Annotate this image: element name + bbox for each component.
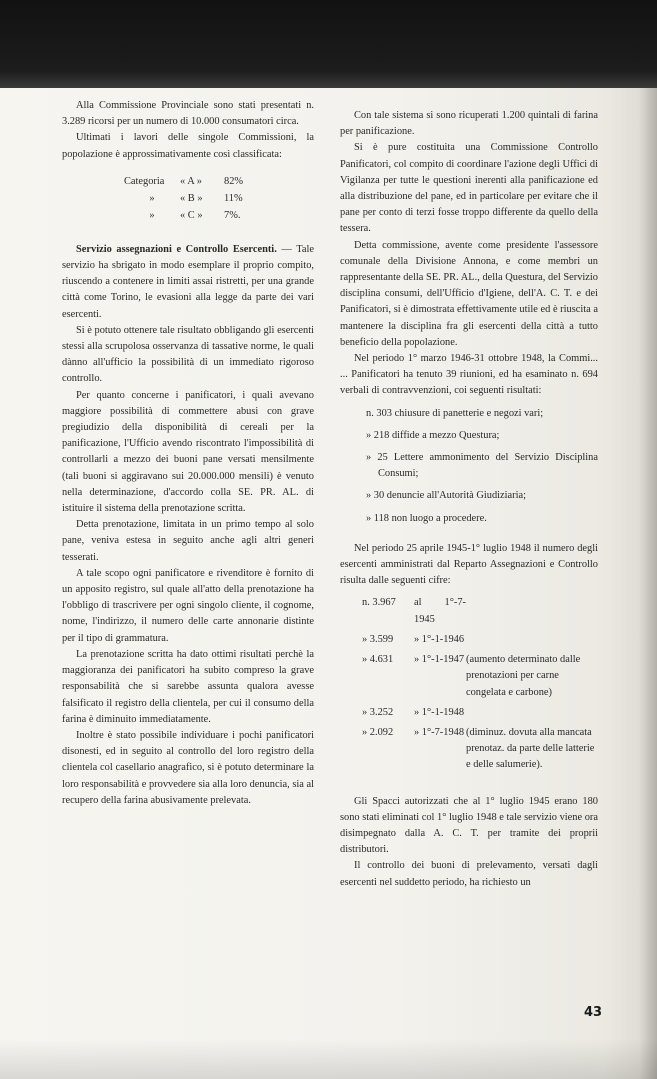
paragraph: Detta prenotazione, limitata in un primo tempo al solo pane, veniva estesa in seguito anche agli altri generi tesserati. — [62, 519, 314, 563]
figure-count: n. 3.967 — [362, 597, 396, 609]
figure-count: » 3.252 — [362, 706, 394, 718]
category-percent: 82% — [224, 175, 244, 187]
paragraph: Il controllo dei buoni di prelevamento, versati dagli esercenti nel suddetto periodo, ha richiesto un — [340, 860, 598, 888]
figure-row — [362, 705, 598, 721]
paragraph: Alla Commissione Provinciale sono stati presentati n. 3.289 ricorsi per un numero di 10.000 consumatori circa. — [62, 100, 314, 128]
list-item: » 30 denuncie all'Autorità Giudiziaria; — [366, 490, 526, 502]
page-number: 43 — [584, 1005, 603, 1020]
figure-note — [466, 705, 598, 721]
figure-note — [466, 595, 598, 627]
figure-note: (aumento determinato dalle prenotazioni per carne congelata e carbone) — [466, 654, 581, 698]
list-item: » 218 diffide a mezzo Questura; — [366, 429, 500, 441]
paragraph: Nel periodo 1° marzo 1946-31 ottobre 1948, la Commi... ... Panificatori ha tenuto 39 riunioni, ed ha esaminato n. 694 verbali di contravvenzioni, coi seguenti risultati: — [340, 353, 598, 397]
figure-row — [362, 632, 598, 648]
category-class: « B » — [180, 192, 203, 204]
figure-row — [362, 652, 598, 701]
category-row — [124, 190, 314, 207]
category-class: « C » — [180, 209, 203, 221]
figure-count: » 2.092 — [362, 726, 394, 738]
category-percent: 11% — [224, 192, 243, 204]
figure-note — [466, 632, 598, 648]
figure-date: » 1°-7-1948 — [414, 726, 465, 738]
category-row — [124, 207, 314, 224]
paragraph: Ultimati i lavori delle singole Commissioni, la popolazione è approssimativamente così classificata: — [62, 132, 314, 160]
figure-count: » 3.599 — [362, 633, 394, 645]
list-item: » 118 non luogo a procedere. — [366, 512, 487, 524]
category-row — [124, 173, 314, 190]
figure-row — [362, 725, 598, 774]
paragraph: Nel periodo 25 aprile 1945-1° luglio 1948 il numero degli esercenti amministrati dal Reparto Assegnazioni e Controllo risulta dalle seguenti cifre: — [340, 542, 598, 587]
section-paragraph — [62, 242, 314, 323]
category-percent: 7%. — [224, 209, 241, 221]
paragraph: Per quanto concerne i panificatori, i quali avevano maggiore possibilità di commettere abusi con grave pregiudizio della disponibilità di cereali per la panificazione, l'Ufficio avendo riscontrato l'impossibilità di controllarli a mezzo dei buoni pane versati mensilmente (tali buoni si aggiravano sui 20.000.000 mensili) è venuto nella determinazione, d'accordo colla SE. PR. AL. di istituire il sistema della prenotazione scritta. — [62, 389, 314, 515]
figure-date: » 1°-1-1948 — [414, 706, 465, 718]
scan-top-border — [0, 0, 657, 88]
category-class: « A » — [180, 175, 202, 187]
figure-row — [362, 595, 598, 627]
section-text: — Tale servizio ha sbrigato in modo esemplare il proprio compito, riuscendo a contenere in limiti assai ristretti, per una grande città come Torino, le evasioni alla legge da parte dei vari esercenti. — [62, 243, 314, 320]
figure-count: » 4.631 — [362, 654, 394, 666]
section-heading: Servizio assegnazioni e Controllo Esercenti. — [76, 243, 277, 255]
figure-date: » 1°-1-1947 — [414, 654, 465, 666]
paragraph: La prenotazione scritta ha dato ottimi risultati perchè la maggioranza dei panificatori ha subito compreso la grave responsabilità che si sarebbe assunta qualora avesse falsificato il registro della clientela, per cui il consumo della farina è diminuito immediatamente. — [62, 648, 314, 725]
category-label: » — [149, 209, 155, 221]
paragraph: Gli Spacci autorizzati che al 1° luglio 1945 erano 180 sono stati eliminati col 1° luglio 1948 e tale servizio viene ora disimpegnato dalla A. C. T. per tramite dei proprii distributori. — [340, 795, 598, 856]
paragraph: Si è potuto ottenere tale risultato obbligando gli esercenti stessi alla scrupolosa osservanza di tassative norme, le quali dànno all'ufficio la possibilità di un immediato rigoroso controllo. — [62, 324, 314, 385]
results-list — [366, 406, 598, 527]
figure-date: al 1°-7-1945 — [414, 597, 466, 625]
paragraph: Inoltre è stato possibile individuare i pochi panificatori disonesti, ed in seguito al controllo del loro registro della clientela col casellario anagrafico, si è potuto determinare la loro responsabilità e provvedere sia alla loro denuncia, sia al recupero della farina abusivamente prelevata. — [62, 729, 314, 806]
category-label: Categoria — [124, 175, 165, 187]
paragraph: Detta commissione, avente come presidente l'assessore comunale della Divisione Annona, e come membri un rappresentante della SE. PR. AL., della Questura, del Servizio disciplina consumi, dell'Ufficio d'Igiene, dell'A. C. T. e dei Panificatori, si è dimostrata effettivamente utile ed è riuscita a mantenere la disciplina fra gli esercenti della città a tutto beneficio della popolazione. — [340, 239, 598, 348]
category-label: » — [149, 192, 155, 204]
left-column — [62, 98, 314, 809]
category-table — [124, 173, 314, 224]
figures-list — [362, 595, 598, 773]
page-edge-shadow — [639, 88, 657, 1079]
figure-note: (diminuz. dovuta alla mancata prenotaz. da parte delle latterie e delle salumerie). — [466, 726, 595, 771]
paragraph: A tale scopo ogni panificatore e rivenditore è fornito di un apposito registro, sul quale all'atto della prenotazione ha l'obbligo di trascrivere per ogni singolo cliente, il cognome, nome, l'indirizzo, il numero delle carte annonarie distinte per il tipo di grammatura. — [62, 567, 314, 644]
list-item: » 25 Lettere ammonimento del Servizio Disciplina Consumi; — [366, 452, 598, 480]
paragraph: Si è pure costituita una Commissione Controllo Panificatori, col compito di coordinare l'azione degli Uffici di Vigilanza per tutte le questioni inerenti alla panificazione ed alla distribuzione del pane, ed in particolare per evitare che il pane per conto di terzi fosse troppo differente da quello della tessera. — [340, 142, 598, 235]
figure-date: » 1°-1-1946 — [414, 633, 465, 645]
list-item: n. 303 chiusure di panetterie e negozi vari; — [366, 407, 544, 419]
right-column — [340, 108, 598, 891]
paragraph: Con tale sistema si sono ricuperati 1.200 quintali di farina per panificazione. — [340, 110, 598, 138]
scan-bottom-shadow — [0, 1039, 657, 1079]
